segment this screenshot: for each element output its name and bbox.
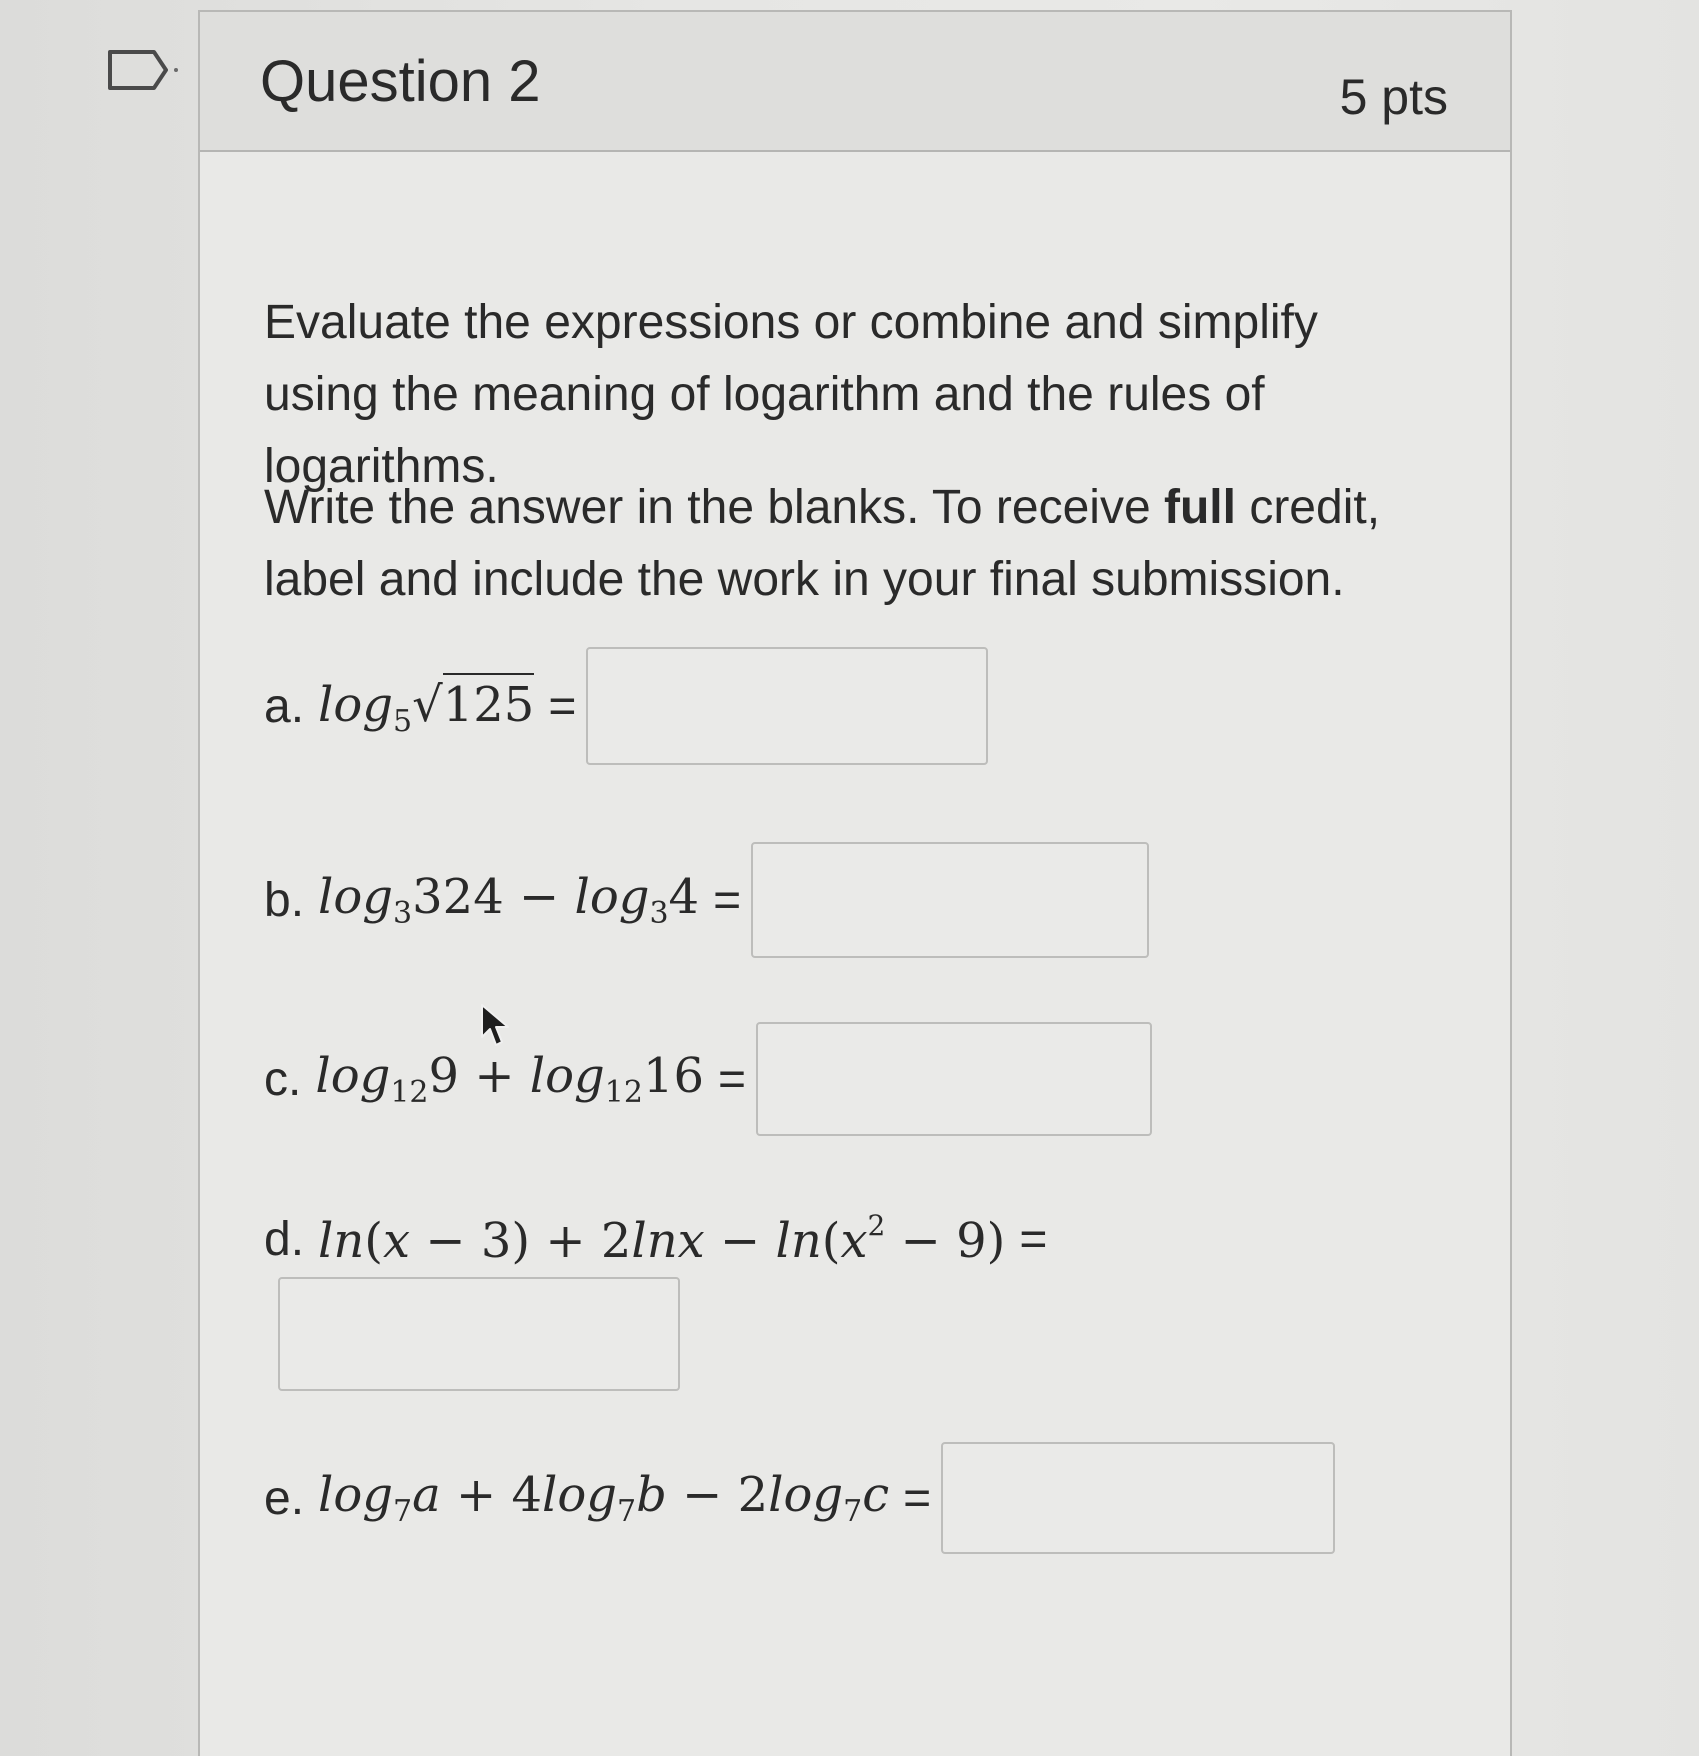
item-a-expression: $\log_5√125$ — [318, 673, 534, 739]
instructions-bold-full: full — [1164, 481, 1236, 534]
question-points: 5 pts — [1339, 69, 1448, 125]
instructions-paragraph-2 — [264, 472, 1444, 616]
item-e-label: e. — [264, 1471, 305, 1525]
item-a — [264, 647, 988, 765]
item-a-equals: = — [548, 679, 577, 733]
answer-input-c[interactable] — [756, 1022, 1152, 1136]
mouse-cursor-icon — [480, 1003, 514, 1051]
instructions-paragraph-1: Evaluate the expressions or combine and simplify using the meaning of logarithm and the rules of logarithms. — [264, 296, 1318, 493]
item-c-equals: = — [718, 1052, 747, 1106]
flag-question-icon[interactable] — [108, 48, 184, 92]
answer-input-a[interactable] — [586, 647, 988, 765]
item-d-equals: = — [1019, 1212, 1048, 1266]
answer-input-d[interactable] — [278, 1277, 680, 1391]
item-d — [264, 1209, 1057, 1269]
item-b-expression: $\log_3324 - \log_34$ — [318, 869, 700, 931]
item-c-label: c. — [264, 1052, 302, 1106]
instructions-text-end: credit, label and include the work in your final submission. — [264, 481, 1381, 606]
item-d-label: d. — [264, 1212, 305, 1266]
answer-input-b[interactable] — [751, 842, 1149, 958]
item-c-expression: $\log_{12}9 + \log_{12}16$ — [315, 1048, 705, 1110]
instructions-text-start: Write the answer in the blanks. To receive — [264, 481, 1164, 534]
item-e-expression: $\log_7a + 4\log_7b - 2\log_7c$ — [318, 1467, 890, 1529]
question-title: Question 2 — [260, 49, 541, 114]
item-b-label: b. — [264, 873, 305, 927]
item-c — [264, 1022, 1152, 1136]
item-d-expression: $\ln(x - 3) + 2\ln x - \ln(x^2 - 9)$ — [318, 1209, 1006, 1269]
item-b — [264, 842, 1149, 958]
item-e — [264, 1442, 1335, 1554]
question-header — [200, 12, 1510, 152]
item-a-label: a. — [264, 679, 305, 733]
item-e-equals: = — [903, 1471, 932, 1525]
item-b-equals: = — [713, 873, 742, 927]
answer-input-e[interactable] — [941, 1442, 1335, 1554]
question-card — [198, 10, 1512, 1756]
